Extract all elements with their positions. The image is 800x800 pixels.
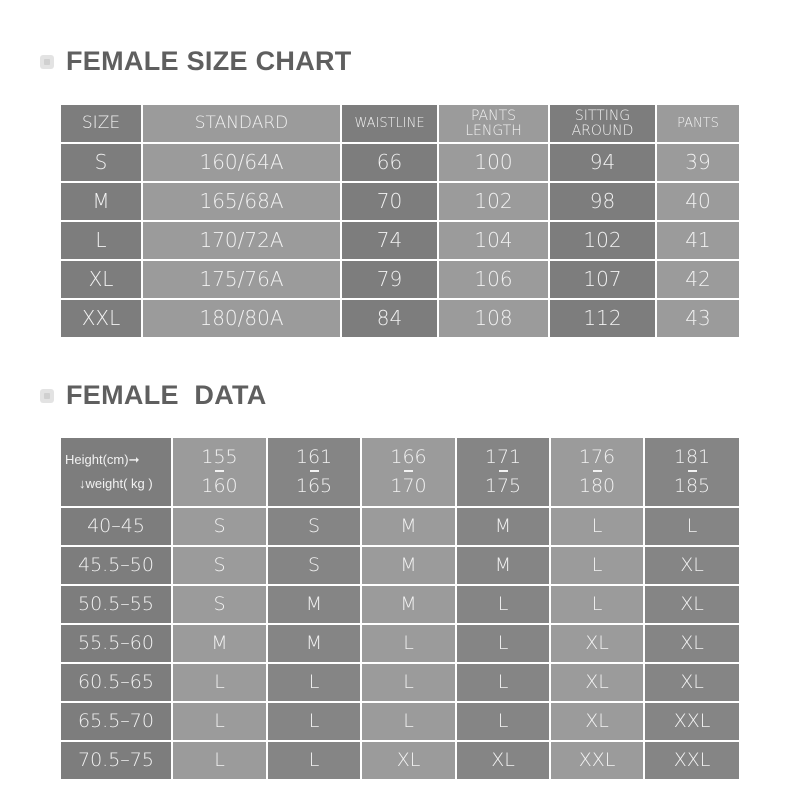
size-cell: XL <box>645 586 739 623</box>
weight-range: 40–45 <box>61 508 171 545</box>
size-cell: M <box>362 586 455 623</box>
cell-waistline: 84 <box>342 300 437 337</box>
size-cell: S <box>268 547 360 584</box>
square-bullet-icon <box>40 389 54 403</box>
cell-sitting-around: 102 <box>550 222 655 259</box>
header-sitting-around <box>550 105 655 142</box>
height-from: 176 <box>578 446 616 468</box>
cell-waistline: 74 <box>342 222 437 259</box>
height-range-header <box>268 438 360 506</box>
cell-pants: 40 <box>657 183 739 220</box>
cell-standard: 170/72A <box>143 222 340 259</box>
weight-range: 50.5–55 <box>61 586 171 623</box>
size-cell: L <box>362 703 455 740</box>
header-pants-length-line2: LENGTH <box>465 122 522 139</box>
size-cell: L <box>551 586 643 623</box>
dash <box>688 470 697 472</box>
cell-sitting-around: 94 <box>550 144 655 181</box>
header-waistline: WAISTLINE <box>342 105 437 142</box>
corner-header <box>61 438 171 506</box>
size-cell: XL <box>645 625 739 662</box>
size-cell: XL <box>551 625 643 662</box>
size-cell: L <box>268 664 360 701</box>
size-cell: XL <box>362 742 455 779</box>
size-cell: S <box>173 586 266 623</box>
height-from: 166 <box>390 446 427 468</box>
size-cell: L <box>173 742 266 779</box>
weight-range: 60.5–65 <box>61 664 171 701</box>
size-cell: L <box>457 586 549 623</box>
cell-pants-length: 102 <box>439 183 548 220</box>
cell-pants: 43 <box>657 300 739 337</box>
dash <box>593 470 602 472</box>
cell-pants: 39 <box>657 144 739 181</box>
size-cell: M <box>362 547 455 584</box>
size-cell: L <box>645 508 739 545</box>
height-range-header <box>173 438 266 506</box>
size-cell: L <box>173 664 266 701</box>
size-cell: L <box>457 703 549 740</box>
weight-range: 55.5–60 <box>61 625 171 662</box>
size-cell: L <box>457 625 549 662</box>
size-cell: XXL <box>645 703 739 740</box>
size-cell: M <box>268 625 360 662</box>
female-data-title: FEMALE DATA <box>66 380 267 410</box>
header-standard: STANDARD <box>143 105 340 142</box>
cell-size: M <box>61 183 141 220</box>
dash <box>499 470 508 472</box>
size-chart-table <box>61 105 739 337</box>
size-cell: L <box>268 703 360 740</box>
female-data-heading <box>40 380 267 411</box>
size-cell: M <box>457 508 549 545</box>
size-cell: L <box>551 508 643 545</box>
height-from: 155 <box>201 446 238 468</box>
cell-standard: 180/80A <box>143 300 340 337</box>
size-cell: M <box>268 586 360 623</box>
cell-waistline: 70 <box>342 183 437 220</box>
weight-axis-label: ↓weight( kg ) <box>79 476 153 491</box>
size-cell: XL <box>457 742 549 779</box>
cell-pants-length: 100 <box>439 144 548 181</box>
header-size: SIZE <box>61 105 141 142</box>
cell-standard: 175/76A <box>143 261 340 298</box>
cell-sitting-around: 107 <box>550 261 655 298</box>
weight-range: 70.5–75 <box>61 742 171 779</box>
cell-size: S <box>61 144 141 181</box>
dash <box>404 470 413 472</box>
size-cell: M <box>457 547 549 584</box>
size-cell: XL <box>551 703 643 740</box>
header-sitting-around-line1: SITTING <box>574 107 631 124</box>
size-cell: L <box>362 664 455 701</box>
square-bullet-icon <box>40 55 54 69</box>
size-cell: XL <box>551 664 643 701</box>
size-cell: L <box>457 664 549 701</box>
dash <box>215 470 224 472</box>
size-cell: L <box>268 742 360 779</box>
size-cell: XXL <box>645 742 739 779</box>
height-range-header <box>457 438 549 506</box>
dash <box>310 470 319 472</box>
cell-standard: 165/68A <box>143 183 340 220</box>
cell-pants: 41 <box>657 222 739 259</box>
header-sitting-around-line2: AROUND <box>571 122 634 139</box>
size-cell: M <box>362 508 455 545</box>
cell-standard: 160/64A <box>143 144 340 181</box>
cell-pants-length: 106 <box>439 261 548 298</box>
cell-pants-length: 104 <box>439 222 548 259</box>
size-chart-heading <box>40 46 352 77</box>
size-cell: S <box>173 547 266 584</box>
height-range-header <box>362 438 455 506</box>
cell-size: L <box>61 222 141 259</box>
female-data-table <box>61 438 739 779</box>
height-to: 175 <box>484 475 522 497</box>
cell-pants-length: 108 <box>439 300 548 337</box>
size-cell: L <box>173 703 266 740</box>
cell-size: XXL <box>61 300 141 337</box>
size-cell: S <box>268 508 360 545</box>
size-chart-title: FEMALE SIZE CHART <box>66 46 352 76</box>
height-to: 180 <box>578 475 616 497</box>
size-cell: XL <box>645 664 739 701</box>
size-cell: XXL <box>551 742 643 779</box>
size-cell: S <box>173 508 266 545</box>
height-from: 161 <box>295 446 333 468</box>
size-cell: L <box>362 625 455 662</box>
header-pants-length-line1: PANTS <box>470 107 517 124</box>
size-cell: XL <box>645 547 739 584</box>
cell-sitting-around: 98 <box>550 183 655 220</box>
height-range-header <box>645 438 739 506</box>
weight-range: 45.5–50 <box>61 547 171 584</box>
height-axis-label: Height(cm)➞ <box>65 452 140 468</box>
weight-range: 65.5–70 <box>61 703 171 740</box>
cell-waistline: 66 <box>342 144 437 181</box>
cell-sitting-around: 112 <box>550 300 655 337</box>
height-range-header <box>551 438 643 506</box>
height-to: 160 <box>201 475 238 497</box>
height-from: 181 <box>673 446 711 468</box>
height-from: 171 <box>484 446 522 468</box>
height-to: 170 <box>390 475 427 497</box>
size-cell: L <box>551 547 643 584</box>
header-pants-length <box>439 105 548 142</box>
size-cell: M <box>173 625 266 662</box>
cell-waistline: 79 <box>342 261 437 298</box>
height-to: 185 <box>673 475 711 497</box>
height-to: 165 <box>295 475 333 497</box>
header-pants: PANTS <box>657 105 739 142</box>
cell-pants: 42 <box>657 261 739 298</box>
cell-size: XL <box>61 261 141 298</box>
